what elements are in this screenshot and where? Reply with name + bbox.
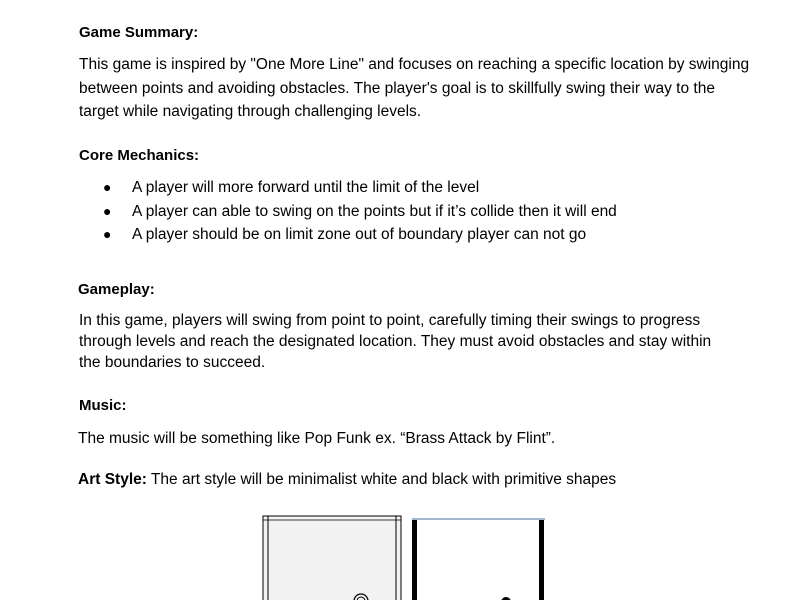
list-item: ● A player will more forward until the limit of the level — [100, 176, 617, 200]
bullet-icon: ● — [103, 202, 112, 219]
mockup-screen-left — [263, 516, 401, 600]
music-heading: Music: — [79, 397, 127, 414]
gameplay-heading: Gameplay: — [78, 281, 155, 298]
gameplay-paragraph — [79, 310, 759, 373]
art-style-label: Art Style: — [78, 471, 147, 488]
list-item: ● A player should be on limit zone out of boundary player can not go — [100, 223, 617, 247]
summary-line: between points and avoiding obstacles. The player's goal is to skillfully swing their way to the — [79, 79, 715, 97]
game-summary-heading: Game Summary: — [79, 24, 199, 41]
core-mechanics-list — [100, 176, 617, 247]
game-summary-paragraph — [79, 53, 759, 124]
bullet-icon: ● — [103, 179, 112, 195]
bullet-icon: ● — [103, 226, 112, 242]
gameplay-line: through levels and reach the designated location. They must avoid obstacles and stay within — [79, 333, 712, 350]
gameplay-line: In this game, players will swing from point to point, carefully timing their swings to progress — [79, 312, 701, 329]
mockup-screen-right — [412, 519, 545, 600]
summary-line: This game is inspired by "One More Line" and focuses on reaching a specific location by swinging — [79, 56, 750, 73]
gameplay-line: the boundaries to succeed. — [79, 354, 266, 371]
art-style-mockup-figure — [260, 512, 550, 600]
art-style-paragraph — [78, 468, 758, 492]
core-mechanics-heading: Core Mechanics: — [79, 147, 200, 164]
summary-line: target while navigating through challenging levels. — [79, 103, 422, 120]
list-item: ● A player can able to swing on the points but if it’s collide then it will end — [100, 200, 617, 224]
music-paragraph: The music will be something like Pop Funk ex. “Brass Attack by Flint”. — [78, 430, 556, 447]
art-style-text: The art style will be minimalist white and black with primitive shapes — [146, 471, 617, 488]
